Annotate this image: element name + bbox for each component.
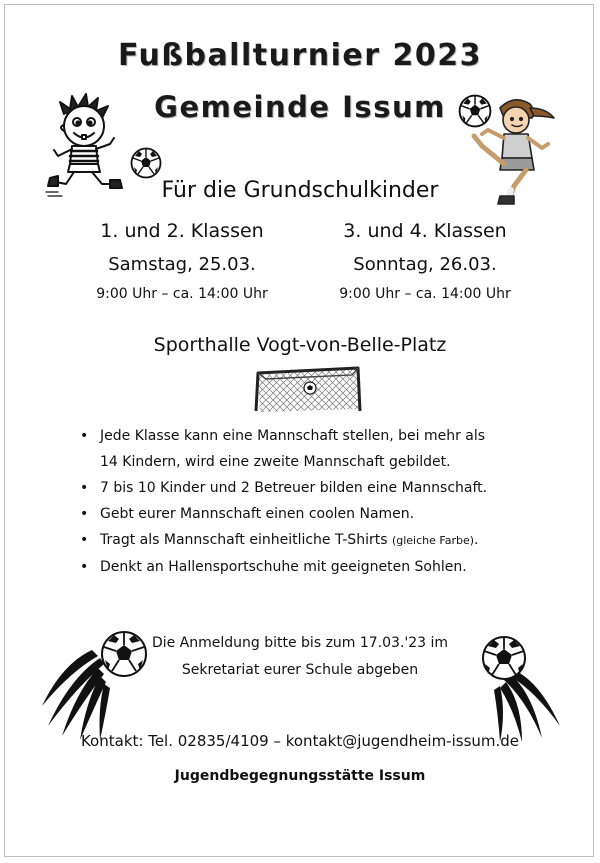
list-item: • Tragt als Mannschaft einheitliche T-Shirts (gleiche Farbe). <box>78 527 548 554</box>
organization-name: Jugendbegegnungsstätte Issum <box>174 768 426 784</box>
rule-text: 14 Kindern, wird eine zweite Mannschaft gebildet. <box>100 454 451 470</box>
rules-list <box>78 423 548 580</box>
registration-line: Sekretariat eurer Schule abgeben <box>181 662 419 678</box>
rule-text: 7 bis 10 Kinder und 2 Betreuer bilden eine Mannschaft. <box>100 480 488 496</box>
contact-info: Kontakt: Tel. 02835/4109 – kontakt@jugendheim-issum.de <box>80 732 520 750</box>
list-item <box>78 423 548 475</box>
rule-text: Gebt eurer Mannschaft einen coolen Namen. <box>100 506 415 522</box>
target-audience: Für die Grundschulkinder <box>161 178 439 203</box>
schedule-time: 9:00 Uhr – ca. 14:00 Uhr <box>339 286 511 302</box>
soccer-ball-icon <box>130 147 162 179</box>
schedule-date: Sonntag, 26.03. <box>353 254 497 275</box>
flyer-title: Fußballturnier 2023 <box>118 38 482 73</box>
soccer-goal-icon <box>252 365 364 415</box>
list-item <box>78 554 548 580</box>
schedule-classes: 3. und 4. Klassen <box>343 220 507 242</box>
registration-info <box>130 630 470 684</box>
flyer-subtitle-municipality: Gemeinde Issum <box>154 90 446 124</box>
rule-text: Denkt an Hallensportschuhe mit geeigneten Sohlen. <box>100 559 467 575</box>
rule-text: Tragt als Mannschaft einheitliche T-Shirts <box>100 532 388 548</box>
schedule-time: 9:00 Uhr – ca. 14:00 Uhr <box>96 286 268 302</box>
speed-lines-icon <box>470 630 565 745</box>
venue-name: Sporthalle Vogt-von-Belle-Platz <box>153 334 447 356</box>
schedule-date: Samstag, 25.03. <box>108 254 256 275</box>
schedule-classes: 1. und 2. Klassen <box>100 220 264 242</box>
rule-note: (gleiche Farbe) <box>391 534 475 547</box>
soccer-ball-icon <box>483 637 525 679</box>
list-item <box>78 475 548 501</box>
list-item <box>78 501 548 527</box>
rule-text: Jede Klasse kann eine Mannschaft stellen, bei mehr als <box>100 428 486 444</box>
registration-line: Die Anmeldung bitte bis zum 17.03.'23 im <box>151 635 449 651</box>
